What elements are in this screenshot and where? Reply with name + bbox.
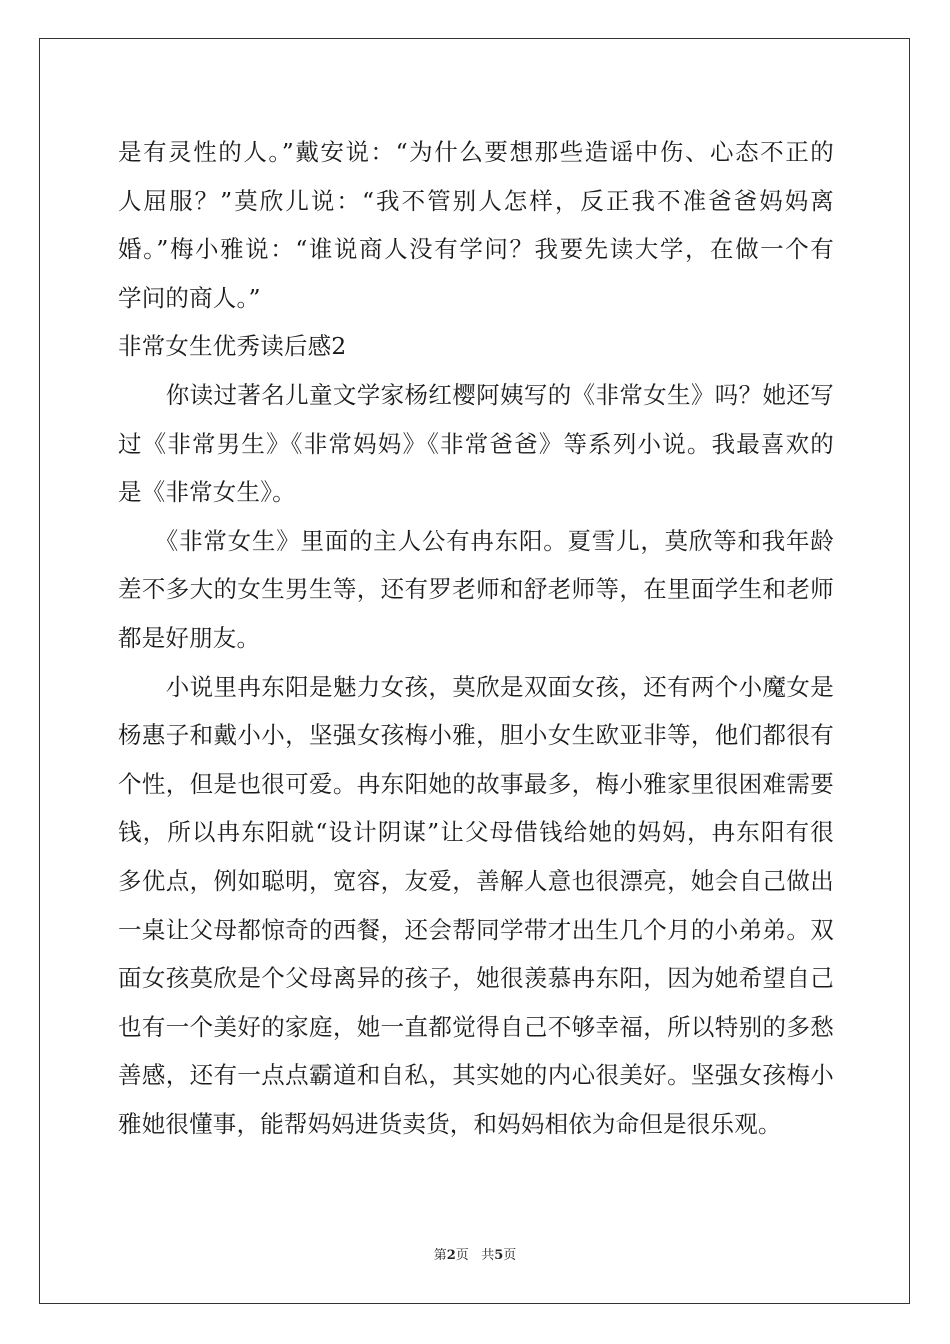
text-line: 《非常女生》里面的主人公有冉东阳。夏雪儿，莫欣等和我年龄 [118,526,834,555]
text-line: 是有灵性的人。”戴安说：“为什么要想那些造谣中伤、心态不正的 [118,138,834,166]
footer-total-suffix: 页 [503,1248,517,1263]
page-footer [0,1244,950,1263]
text-line: 人屈服？”莫欣儿说：“我不管别人怎样，反正我不准爸爸妈妈离 [118,186,834,215]
text-line: 也有一个美好的家庭，她一直都觉得自己不够幸福，所以特别的多愁 [118,1012,834,1041]
footer-prefix: 第 [433,1248,447,1263]
text-line: 差不多大的女生男生等，还有罗老师和舒老师等，在里面学生和老师 [118,575,834,604]
text-line: 雅她很懂事，能帮妈妈进货卖货，和妈妈相依为命但是很乐观。 [118,1109,782,1138]
text-line: 是《非常女生》。 [118,478,296,507]
footer-page-suffix: 页 [455,1248,469,1263]
current-page-number: 2 [446,1248,456,1263]
text-line: 杨惠子和戴小小，坚强女孩梅小雅，胆小女生欧亚非等，他们都很有 [118,721,834,750]
document-body [118,128,834,1148]
text-line: 过《非常男生》《非常妈妈》《非常爸爸》等系列小说。我最喜欢的 [118,429,834,458]
text-line: 婚。”梅小雅说：“谁说商人没有学问？我要先读大学，在做一个有 [118,235,834,264]
text-line: 个性，但是也很可爱。冉东阳她的故事最多，梅小雅家里很困难需要 [118,769,834,798]
text-line: 钱，所以冉东阳就“设计阴谋”让父母借钱给她的妈妈，冉东阳有很 [118,818,834,847]
text-line: 善感，还有一点点霸道和自私，其实她的内心很美好。坚强女孩梅小 [118,1061,834,1090]
text-line: 多优点，例如聪明，宽容，友爱，善解人意也很漂亮，她会自己做出 [118,866,834,895]
text-line: 学问的商人。” [118,283,261,312]
text-line: 一桌让父母都惊奇的西餐，还会帮同学带才出生几个月的小弟弟。双 [118,915,834,944]
total-pages-number: 5 [494,1248,504,1263]
section-heading: 非常女生优秀读后感2 [118,332,347,361]
text-line: 你读过著名儿童文学家杨红樱阿姨写的《非常女生》吗？她还写 [118,380,834,409]
text-line: 小说里冉东阳是魅力女孩，莫欣是双面女孩，还有两个小魔女是 [118,672,834,701]
text-line: 都是好朋友。 [118,623,261,652]
footer-total-prefix: 共 [481,1248,495,1263]
text-line: 面女孩莫欣是个父母离异的孩子，她很羡慕冉东阳，因为她希望自己 [118,964,834,993]
